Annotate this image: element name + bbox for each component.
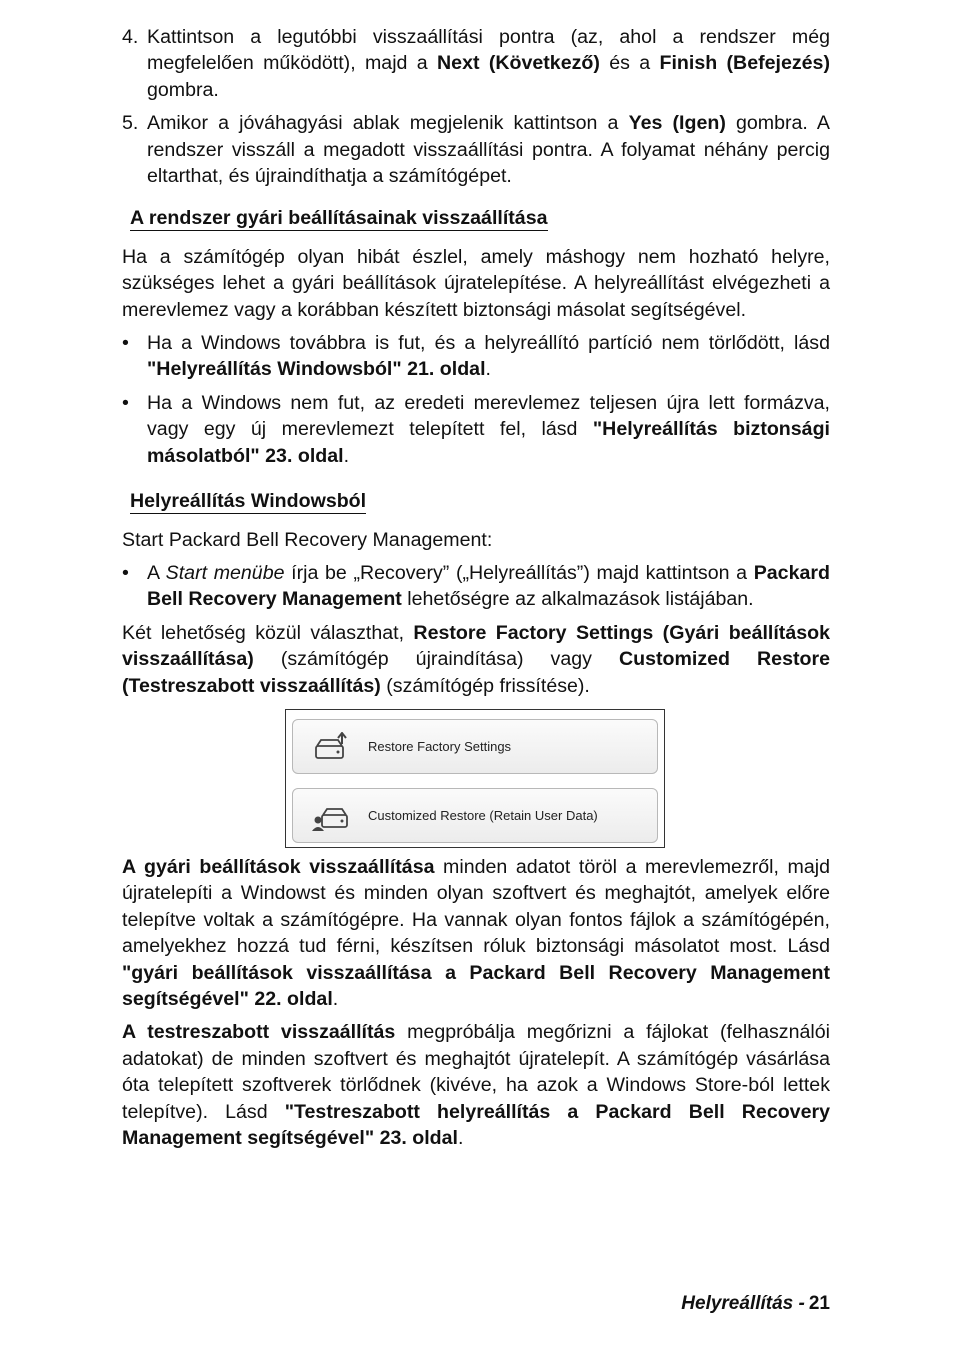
bullet-windows-not-running: • Ha a Windows nem fut, az eredeti merevlemez teljesen újra lett formázva, vagy egy új merevlemezt telepített fel, lásd "Helyreállítás biztonsági másolatból" 23. oldal. — [122, 391, 830, 467]
section-heading-windows-wrap — [122, 488, 830, 514]
page-footer — [681, 1291, 830, 1317]
cross-reference-link[interactable]: "Helyreállítás biztonsági másolatból" 23. oldal — [147, 418, 830, 467]
drive-user-icon — [311, 801, 351, 833]
bullet-windows-running: • Ha a Windows továbbra is fut, és a helyreállító partíció nem törlődött, lásd "Helyreállítás Windowsból" 21. oldal. — [122, 332, 830, 381]
custom-restore-description: A testreszabott visszaállítás megpróbálja megőrizni a fájlokat (felhasználói adatokat) de minden szoftvert és meghajtót újratelepít. A számítógép vásárlása óta telepített szoftverek törlődnek (kivéve, ha azok a Windows Store-ból lettek telepítve). Lásd "Testreszabott helyreállítás a Packard Bell Recovery Management segítségével" 23. oldal. — [122, 1021, 830, 1149]
choice-paragraph: Két lehetőség közül választhat, Restore Factory Settings (Gyári beállítások visszaállítása) (számítógép újraindítása) vagy Customized Restore (Testreszabott visszaállítás) (számítógép frissítése). — [122, 621, 830, 697]
cross-reference-link[interactable]: "Helyreállítás Windowsból" 21. oldal — [147, 358, 486, 381]
step-5: 5. Amikor a jóváhagyási ablak megjelenik kattintson a Yes (Igen) gombra. A rendszer visszáll a megadott visszaállítási pontra. A folyamat néhány percig eltarthat, és újraindíthatja a számítógépet. — [122, 112, 830, 188]
cross-reference-link[interactable]: "gyári beállítások visszaállítása a Packard Bell Recovery Management segítségével" 22. oldal — [122, 961, 830, 1010]
customized-restore-button[interactable] — [292, 788, 658, 843]
section-heading-factory-reset: A rendszer gyári beállításainak visszaállítása — [130, 207, 548, 230]
recovery-options-screenshot — [285, 709, 665, 848]
page-content — [122, 24, 830, 1151]
bullet-marker: • — [122, 391, 129, 414]
restore-factory-settings-button[interactable] — [292, 719, 658, 774]
cross-reference-link[interactable]: "Testreszabott helyreállítás a Packard Bell Recovery Management segítségével" 23. oldal — [122, 1100, 830, 1149]
bullet-start-menu: • A Start menübe írja be „Recovery” („Helyreállítás”) majd kattintson a Packard Bell Recovery Management lehetőségre az alkalmazások listájában. — [122, 561, 830, 611]
drive-restore-icon — [311, 732, 351, 764]
section-heading-recovery-from-windows: Helyreállítás Windowsból — [130, 490, 367, 513]
bullet-marker: • — [122, 561, 129, 584]
step-number: 5. — [122, 112, 139, 135]
section-heading-factory-wrap — [122, 205, 830, 231]
bullet-marker: • — [122, 332, 129, 355]
page-number: 21 — [808, 1293, 830, 1314]
step-number: 4. — [122, 26, 139, 48]
footer-section-title: Helyreállítás - — [681, 1293, 805, 1314]
customized-restore-label: Customized Restore (Retain User Data) — [368, 807, 598, 823]
factory-reset-description: A gyári beállítások visszaállítása minden adatot töröl a merevlemezről, majd újratelepíti a Windowst és minden olyan szoftvert és meghajtót, amelyek előre telepítve voltak a számítógépre. Ha vannak olyan fontos fájlok a számítógépén, amelyekhez hozzá tud férni, készítsen róluk biztonsági másolatot most. Lásd "gyári beállítások visszaállítása a Packard Bell Recovery Management segítségével" 22. oldal. — [122, 855, 831, 1010]
step-4: 4. Kattintson a legutóbbi visszaállítási pontra (az, ahol a rendszer még megfelelően működött), majd a Next (Következő) és a Finish (Befejezés) gombra. — [122, 26, 830, 101]
start-recovery-paragraph: Start Packard Bell Recovery Management: — [122, 528, 493, 551]
restore-factory-settings-label: Restore Factory Settings — [368, 738, 512, 754]
factory-intro-paragraph: Ha a számítógép olyan hibát észlel, amely máshogy nem hozható helyre, szükséges lehet a gyári beállítások újratelepítése. A helyreállítást elvégezheti a merevlemez vagy a korábban készített biztonsági másolat segítségével. — [122, 245, 830, 321]
